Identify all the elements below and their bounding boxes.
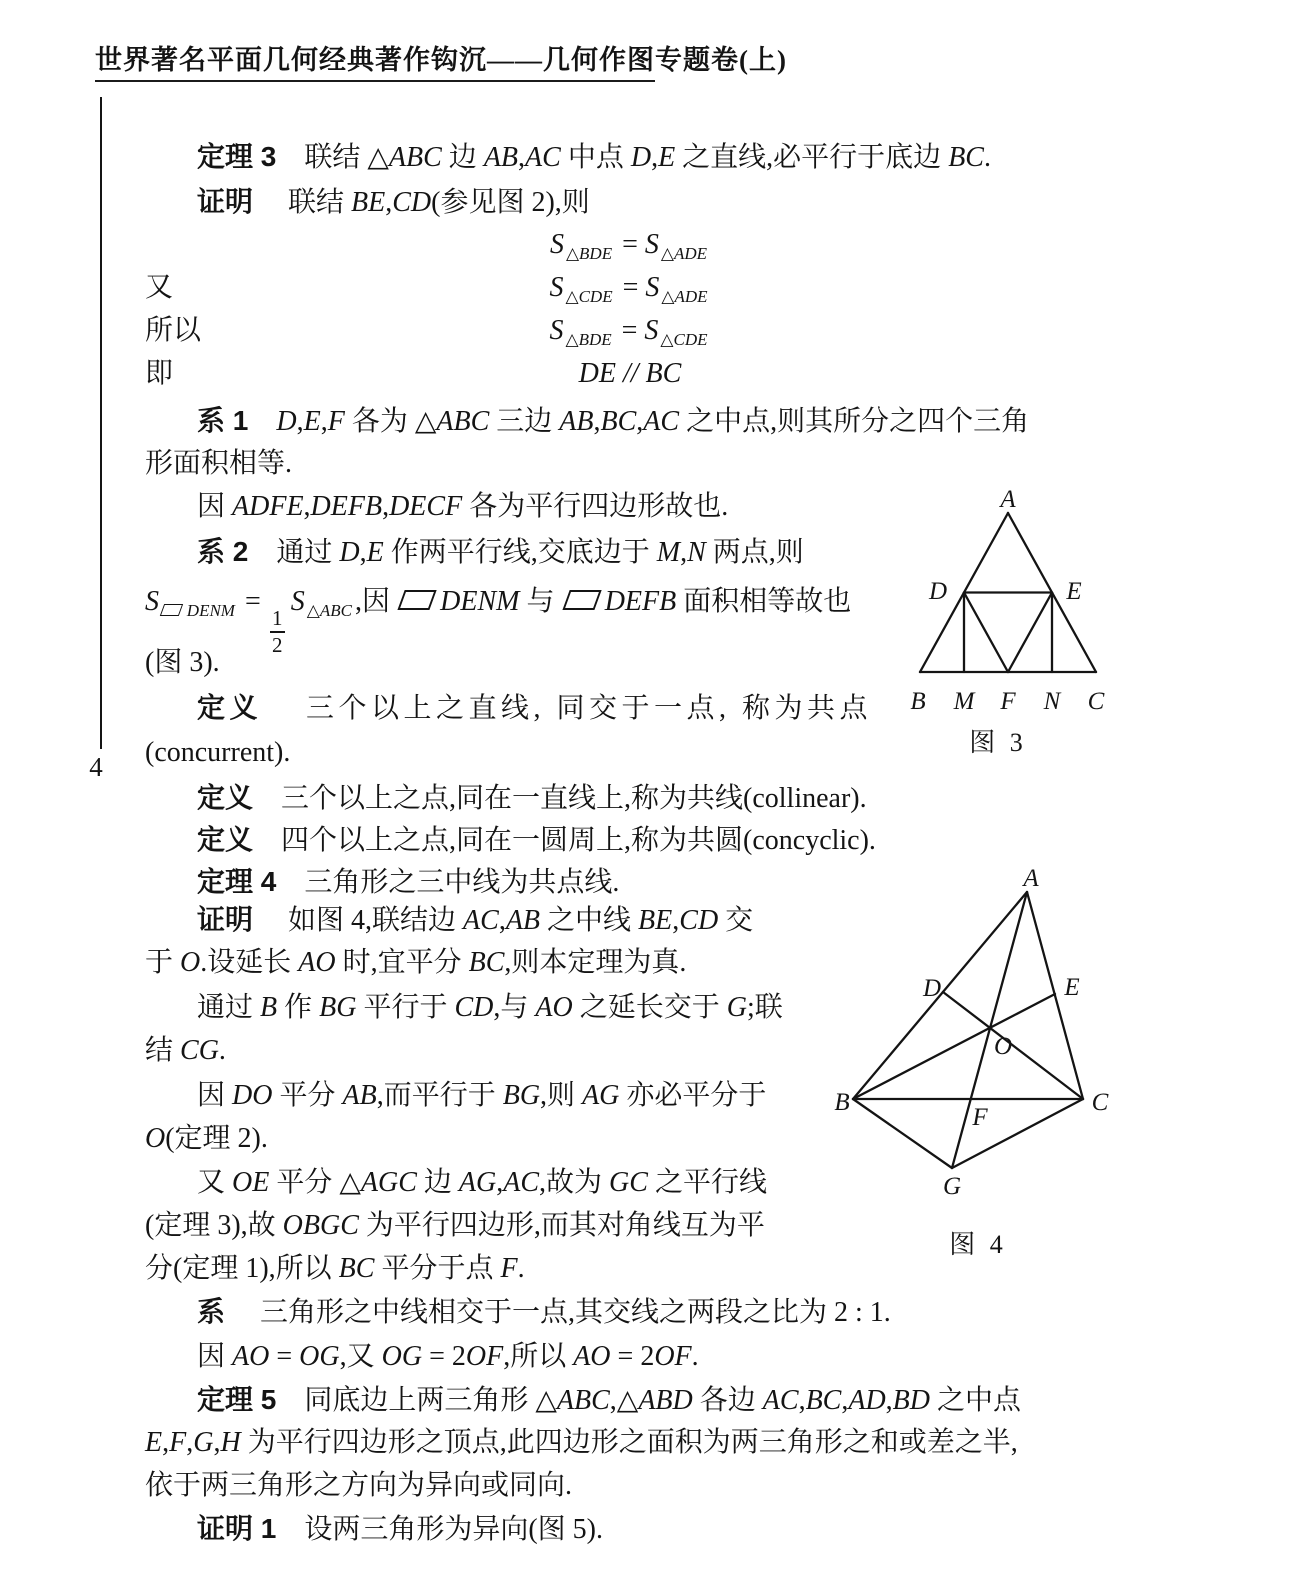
fig4-label-B: B [834, 1089, 850, 1116]
parallelogram-icon [397, 590, 436, 610]
formula-2: S $_{\triangle CDE}$ = S $_{\triangle ADE}$ [549, 272, 708, 306]
fig3-label-M: M [953, 688, 975, 715]
connector-ji: 即 [145, 358, 174, 389]
figure-4-caption: 图 4 [949, 1230, 1007, 1259]
fig3-label-A: A [1000, 486, 1016, 513]
body-line: O(定理 2). [145, 1123, 268, 1154]
body-line: 因 ADFE,DEFB,DECF 各为平行四边形故也. [197, 491, 729, 522]
proof-heading-line: 证明 联结 BE,CD(参见图 2),则 [197, 186, 590, 218]
figure-4-diagram [828, 862, 1128, 1202]
fig3-label-E: E [1066, 578, 1082, 605]
fig3-label-B: B [910, 688, 926, 715]
proof-heading-line: 证明 如图 4,联结边 AC,AB 之中线 BE,CD 交 [197, 904, 754, 936]
corollary-1-line: 系 1 D,E,F 各为 △ABC 三边 AB,BC,AC 之中点,则其所分之四个三角 [197, 405, 1030, 437]
figure-3-caption: 图 3 [969, 728, 1027, 757]
definition-concurrent-line: 定义 三个以上之直线, 同交于一点, 称为共点 [197, 692, 873, 724]
body-line: 通过 B 作 BG 平行于 CD,与 AO 之延长交于 G;联 [197, 992, 783, 1023]
body-line: (concurrent). [145, 737, 291, 768]
fig4-label-G: G [942, 1173, 962, 1200]
formula-3: S $_{\triangle BDE}$ = S $_{\triangle CDE}$ [549, 315, 708, 349]
figure-3-diagram [878, 485, 1118, 717]
formula-5: S $_{DENM}$ = $\frac{1}{2}$ S $_{\triangle ABC}$ ,因 DENM 与 DEFB 面积相等故也 [145, 586, 852, 657]
body-line: 结 CG. [145, 1035, 226, 1066]
theorem-5-line: 定理 5 同底边上两三角形 △ABC,△ABD 各边 AC,BC,AD,BD 之中点 [197, 1384, 1022, 1416]
formula-1: S $_{\triangle BDE}$ = S $_{\triangle ADE}$ [549, 229, 708, 263]
body-line: 又 OE 平分 △AGC 边 AG,AC,故为 GC 之平行线 [197, 1167, 767, 1198]
body-line: (图 3). [145, 647, 220, 678]
fig4-label-O: O [994, 1033, 1013, 1060]
fig3-label-N: N [1043, 688, 1061, 715]
header-rule [95, 80, 655, 82]
corollary-line: 系 三角形之中线相交于一点,其交线之两段之比为 2 : 1. [197, 1296, 891, 1328]
body-line: 分(定理 1),所以 BC 平分于点 F. [145, 1253, 525, 1284]
proof-1-line: 证明 1 设两三角形为异向(图 5). [197, 1513, 604, 1545]
fig4-label-E: E [1064, 974, 1080, 1001]
body-line: 因 DO 平分 AB,而平行于 BG,则 AG 亦必平分于 [197, 1080, 767, 1111]
figure4-edges [853, 892, 1083, 1168]
formula-4: DE // BC [578, 358, 682, 389]
connector-you: 又 [145, 272, 174, 303]
theorem-3-line: 定理 3 联结 △ABC 边 AB,AC 中点 D,E 之直线,必平行于底边 BC. [197, 141, 991, 173]
theorem-4-line: 定理 4 三角形之三中线为共点线. [197, 866, 620, 898]
parallelogram-icon [562, 590, 601, 610]
body-line: 因 AO = OG,又 OG = 2OF,所以 AO = 2OF. [197, 1341, 699, 1372]
fig4-label-C: C [1091, 1089, 1109, 1116]
definition-collinear-line: 定义 三个以上之点,同在一直线上,称为共线(collinear). [197, 782, 867, 814]
connector-suoyi: 所以 [145, 315, 202, 346]
corollary-2-line: 系 2 通过 D,E 作两平行线,交底边于 M,N 两点,则 [197, 536, 804, 568]
definition-concyclic-line: 定义 四个以上之点,同在一圆周上,称为共圆(concyclic). [197, 824, 876, 856]
fig3-label-D: D [928, 578, 948, 605]
page-number: 4 [89, 752, 103, 782]
margin-rule [100, 97, 102, 749]
fig4-label-D: D [922, 975, 942, 1002]
fig3-label-C: C [1087, 688, 1105, 715]
parallelogram-icon [159, 604, 182, 616]
body-line: 形面积相等. [145, 448, 293, 479]
fig3-label-F: F [1000, 688, 1016, 715]
body-line: (定理 3),故 OBGC 为平行四边形,而其对角线互为平 [145, 1210, 765, 1241]
body-line: E,F,G,H 为平行四边形之顶点,此四边形之面积为两三角形之和或差之半, [145, 1427, 1018, 1458]
page-header-title: 世界著名平面几何经典著作钩沉——几何作图专题卷(上) [95, 45, 787, 75]
body-line: 于 O.设延长 AO 时,宜平分 BC,则本定理为真. [145, 947, 687, 978]
fig4-label-A: A [1023, 865, 1039, 892]
fig4-label-F: F [972, 1104, 988, 1131]
body-line: 依于两三角形之方向为异向或同向. [145, 1470, 573, 1501]
fraction: $\frac{1}{2}$ [270, 608, 285, 656]
